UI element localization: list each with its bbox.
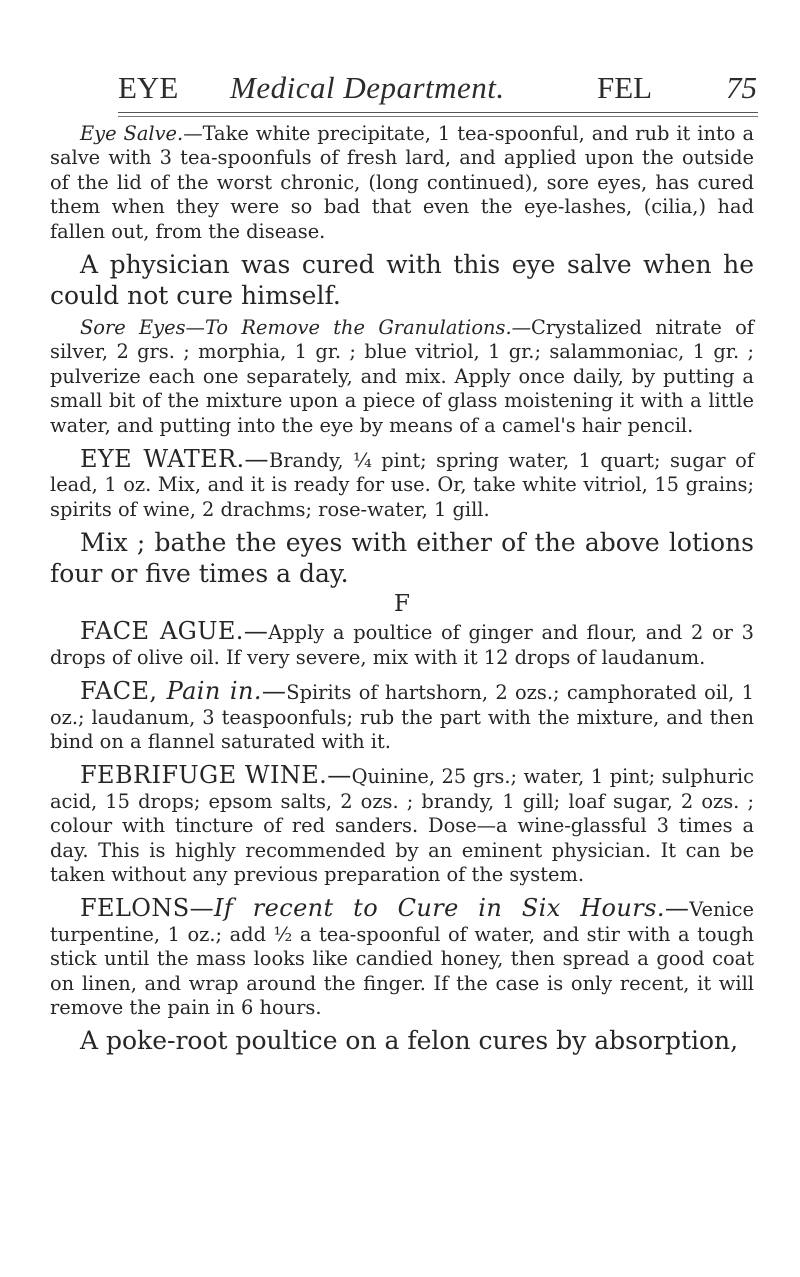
entry-face-pain xyxy=(50,679,754,754)
header-right-guideword: FEL xyxy=(597,70,653,105)
section-letter: F xyxy=(394,591,410,618)
header-section-title: Medical Department. xyxy=(230,70,505,105)
entry-title: FACE AGUE.— xyxy=(80,617,269,646)
physician-note: A physician was cured with this eye salve when he could not cure himself. xyxy=(50,250,754,311)
entry-face-ague xyxy=(50,619,754,670)
entry-febrifuge-wine xyxy=(50,763,754,887)
entry-title: FELONS— xyxy=(80,894,215,923)
entry-felons xyxy=(50,896,754,1020)
entry-sore-eyes xyxy=(50,316,754,438)
entry-title: Eye Salve.— xyxy=(80,122,203,145)
header-left-guideword: EYE xyxy=(118,70,179,105)
entry-title: EYE WATER.— xyxy=(80,445,269,474)
entry-title-italic: If recent to Cure in Six Hours. xyxy=(214,894,665,923)
entry-title-dash: — xyxy=(261,677,287,706)
entry-text: Take white precipitate, 1 tea-spoonful, and rub it into a salve with 3 tea-spoonfuls of fresh lard, and applied upon the outside of the lid of the worst chronic, (long continued), sore eyes, has cured them when they were so bad that even the eye-lashes, (cilia,) had fallen out, from the disease. xyxy=(50,122,754,243)
entry-text: Crystalized nitrate of silver, 2 grs. ; morphia, 1 gr. ; blue vitriol, 1 gr.; salammoniac, 1 gr. ; pulverize each one separately, and mix. Apply once daily, by putting a small bit of the mixture upon a piece of glass moistening it with a little water, and putting into the eye by means of a camel's hair pencil. xyxy=(50,316,754,437)
entry-text: Brandy, ¼ pint; spring water, 1 quart; sugar of lead, 1 oz. Mix, and it is ready for use. Or, take white vitriol, 15 grains; spirits of wine, 2 drachms; rose-water, 1 gill. xyxy=(50,449,754,521)
page-number: 75 xyxy=(726,70,757,105)
entry-text: Quinine, 25 grs.; water, 1 pint; sulphuric acid, 15 drops; epsom salts, 2 ozs. ; brandy, 1 gill; loaf sugar, 2 ozs. ; colour with tincture of red sanders. Dose—a wine-glassful 3 times a day. This is highly recommended by an eminent physician. It can be taken without any previous preparation of the system. xyxy=(50,765,754,886)
entry-eye-water xyxy=(50,447,754,522)
entry-title-italic: Pain in. xyxy=(166,677,262,706)
entry-title: FEBRIFUGE WINE.— xyxy=(80,761,352,790)
entry-title: Sore Eyes—To Remove the Granulations.— xyxy=(80,316,532,340)
header-rule-bottom xyxy=(118,116,758,117)
entry-eye-mix: Mix ; bathe the eyes with either of the above lotions four or five times a day. xyxy=(50,528,754,589)
entry-poke-root: A poke-root poultice on a felon cures by absorption, xyxy=(80,1026,739,1056)
entry-text: Venice turpentine, 1 oz.; add ½ a tea-spoonful of water, and stir with a tough stick until the mass looks like candied honey, then spread a good coat on linen, and wrap around the finger. If the case is only recent, it will remove the pain in 6 hours. xyxy=(50,898,754,1019)
entry-text: Apply a poultice of ginger and flour, and 2 or 3 drops of olive oil. If very severe, mix with it 12 drops of laudanum. xyxy=(50,621,754,669)
entry-eye-salve xyxy=(50,122,754,244)
running-header xyxy=(118,68,758,108)
page-body xyxy=(50,122,754,1056)
header-rule-top xyxy=(118,112,758,113)
entry-text: Spirits of hartshorn, 2 ozs.; camphorated oil, 1 oz.; laudanum, 3 teaspoonfuls; rub the part with the mixture, and then bind on a flannel saturated with it. xyxy=(50,681,754,753)
entry-title: FACE, xyxy=(80,677,167,706)
entry-title-dash: — xyxy=(664,894,690,923)
